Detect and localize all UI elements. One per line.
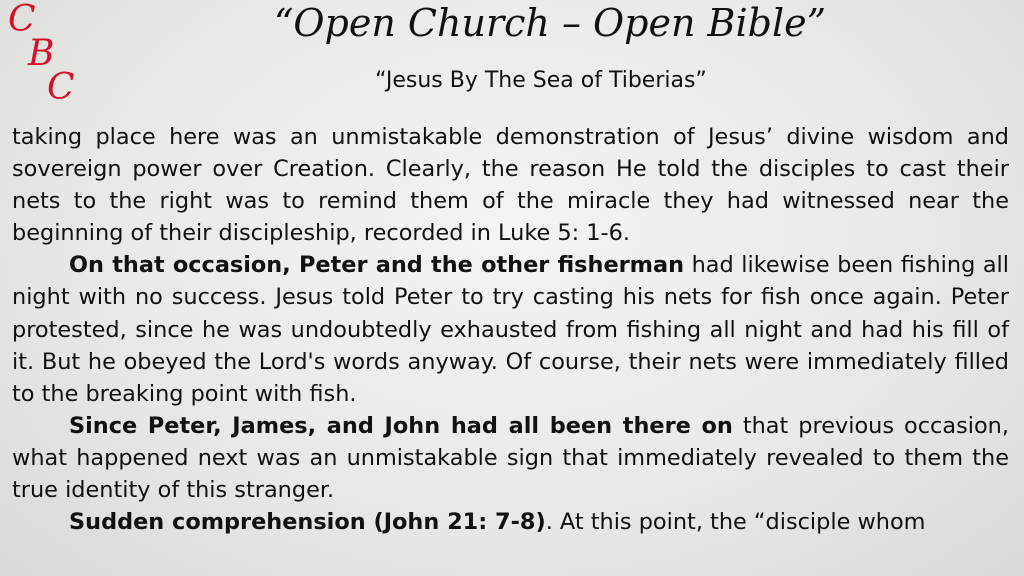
paragraph-4 [12,506,1009,538]
page-title: “Open Church – Open Bible” [273,1,827,45]
logo-letter-c-top: C [8,0,36,40]
paragraph-4-lead: Sudden comprehension (John 21: 7-8) [69,509,546,536]
logo-letter-b: B [28,33,55,74]
paragraph-3-text: that previous occasion, what happened next was an unmistakable sign that immediately revealed to them the true identity of this stranger. [12,412,1009,504]
paragraph-3-lead: Since Peter, James, and John had all been there on [69,412,733,439]
logo-letter-c-bottom: C [47,67,75,108]
page-subtitle: “Jesus By The Sea of Tiberias” [375,68,707,93]
paragraph-2 [12,249,1009,409]
paragraph-3 [12,410,1009,506]
paragraph-1: taking place here was an unmistakable demonstration of Jesus’ divine wisdom and sovereign power over Creation. Clearly, the reason He told the disciples to cast their nets to the right was to remind them of the miracle they had witnessed near the beginning of their discipleship, recorded in Luke 5: 1-6. [12,124,1009,247]
body-text [12,121,1009,538]
paragraph-2-text: had likewise been fishing all night with no success. Jesus told Peter to try casting his nets for fish once again. Peter protested, since he was undoubtedly exhausted from fishing all night and had his fill of it. But he obeyed the Lord's words anyway. Of course, their nets were immediately filled to the breaking point with fish. [12,252,1009,407]
paragraph-2-lead: On that occasion, Peter and the other fisherman [69,252,685,279]
paragraph-4-text: . At this point, the “disciple whom [545,509,926,536]
